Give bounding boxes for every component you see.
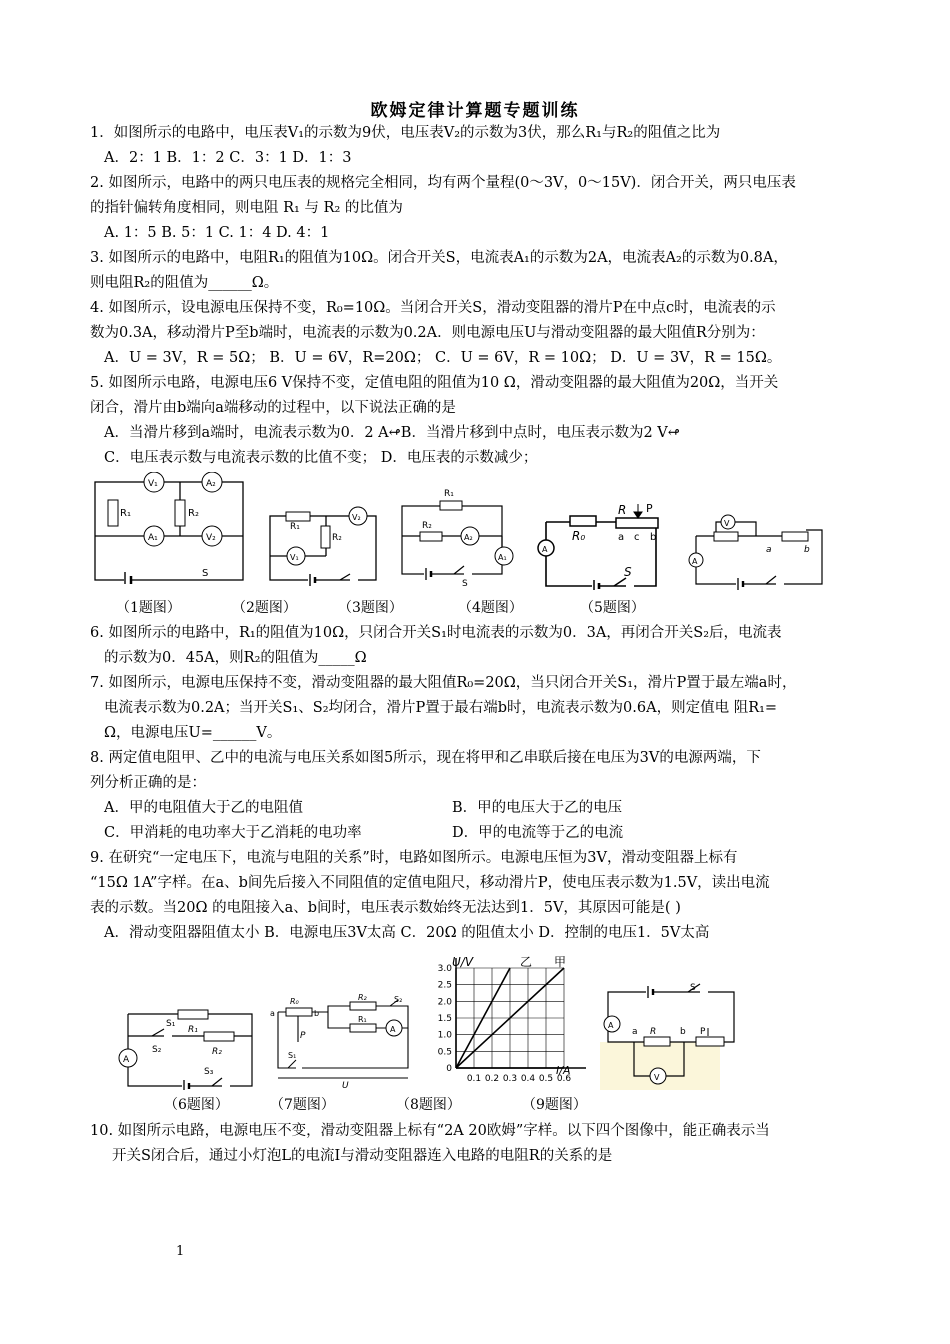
fig7-r1-label: R₁ [358, 1015, 367, 1024]
fig4-s-label: S [624, 565, 632, 579]
chart8-x-tick-label: 0.4 [520, 1074, 536, 1084]
fig3-r2-label: R₂ [422, 521, 432, 531]
question-10-text-cont: 开关S闭合后，通过小灯泡L的电流I与滑动变阻器连入电路的电阻R的关系的是 [112, 1148, 613, 1164]
caption-figure-6: （6题图） [164, 1097, 229, 1113]
chart8-x-tick-label: 0.5 [538, 1074, 554, 1084]
fig4-b-end: b [650, 532, 657, 543]
question-6-text-cont: 的示数为0．45A，则R₂的阻值为_____Ω [104, 650, 367, 666]
question-1-text: 1．如图所示的电路中，电压表V₁的示数为9伏，电压表V₂的示数为3伏，那么R₁与R₂的阻值之比为 [90, 125, 721, 141]
fig6-s1-label: S₁ [166, 1019, 176, 1029]
fig4-a-label: A [542, 545, 548, 554]
question-4-text: 4. 如图所示，设电源电压保持不变，R₀=10Ω。当闭合开关S，滑动变阻器的滑片P在中点c时，电流表的示 [90, 300, 776, 316]
fig4-c-mid: c [634, 532, 640, 543]
fig9-s-label: S [690, 983, 696, 993]
question-8-text-cont: 列分析正确的是： [90, 775, 206, 791]
caption-figure-3: （3题图） [338, 600, 403, 616]
fig9-b-end: b [680, 1027, 686, 1037]
chart8-series-jia-label: 甲 [554, 955, 567, 969]
question-8-option-d: D．甲的电流等于乙的电流 [452, 825, 624, 841]
question-5-text-cont: 闭合，滑片由b端向a端移动的过程中，以下说法正确的是 [90, 400, 456, 416]
fig1-a1-label: A₁ [148, 533, 158, 543]
caption-figure-8: （8题图） [396, 1097, 461, 1113]
chart8-x-tick-label: 0.3 [502, 1074, 518, 1084]
fig5-b-end: b [804, 545, 810, 555]
question-9-text-cont: “15Ω 1A”字样。在a、b间先后接入不同阻值的定值电阻尺，移动滑片P，使电压表示数为1.5V，读出电流 [90, 875, 770, 891]
chart8-y-tick-label: 0.5 [437, 1047, 452, 1058]
fig9-a-label: A [608, 1021, 614, 1030]
question-1-options: A．2：1 B．1：2 C．3：1 D．1：3 [104, 150, 352, 166]
figure-1-circuit [92, 472, 248, 584]
chart8-x-tick-label: 0.6 [556, 1074, 572, 1084]
figure-7-circuit [268, 992, 414, 1090]
question-4-options: A．U = 3V，R = 5Ω； B．U = 6V，R=20Ω； C．U = 6V，R = 10Ω； D．U = 3V，R = 15Ω。 [104, 350, 782, 366]
question-5-options-cd: C．电压表示数与电流表示数的比值不变； D．电压表的示数减少； [104, 450, 538, 466]
question-6-text: 6. 如图所示的电路中，R₁的阻值为10Ω，只闭合开关S₁时电流表的示数为0．3A，再闭合开关S₂后，电流表 [90, 625, 782, 641]
fig6-r2-label: R₂ [212, 1047, 222, 1057]
fig7-s2-label: S₂ [394, 995, 403, 1004]
page-number: 1 [176, 1244, 185, 1259]
question-3-text: 3. 如图所示的电路中，电阻R₁的阻值为10Ω。闭合开关S，电流表A₁的示数为2A，电流表A₂的示数为0.8A， [90, 250, 788, 266]
chart8-series-yi-label: 乙 [520, 955, 533, 969]
fig1-r2-label: R₂ [188, 508, 199, 519]
question-9-text: 9. 在研究“一定电压下，电流与电阻的关系”时，电路如图所示。电源电压恒为3V，滑动变阻器上标有 [90, 850, 738, 866]
fig1-r1-label: R₁ [120, 508, 131, 519]
question-7-text-end: Ω，电源电压U=______V。 [104, 725, 282, 741]
chart8-y-tick-label: 3.0 [437, 964, 452, 974]
figure-8-chart [420, 952, 596, 1096]
question-5-options-ab: A．当滑片移到a端时，电流表示数为0．2 A↫B．当滑片移到中点时，电压表示数为2 V↫ [104, 425, 680, 441]
fig9-a-end: a [632, 1027, 638, 1037]
question-2-text-cont: 的指针偏转角度相同，则电阻 R₁ 与 R₂ 的比值为 [90, 200, 403, 216]
caption-figure-4: （4题图） [458, 600, 523, 616]
fig7-a-end: a [270, 1009, 275, 1018]
fig6-s3-label: S₃ [204, 1067, 214, 1077]
fig1-s-label: S [202, 568, 209, 579]
chart8-xlabel: I/A [556, 1064, 571, 1077]
fig7-r0-label: R₀ [290, 997, 299, 1006]
chart8-y-tick-label: 1.5 [437, 1014, 452, 1024]
fig1-v2-label: V₂ [206, 533, 216, 543]
page-title: 欧姆定律计算题专题训练 [370, 101, 580, 121]
caption-figure-9: （9题图） [522, 1097, 587, 1113]
chart8-x-tick-label: 0.1 [466, 1074, 482, 1084]
figure-5-circuit [686, 508, 826, 590]
fig7-a-label: A [390, 1025, 396, 1034]
fig9-p-label: P [700, 1027, 706, 1037]
chart8-y-tick-label: 1.0 [437, 1030, 452, 1041]
figure-4-circuit [536, 498, 670, 590]
fig5-a-label: A [692, 557, 698, 566]
fig5-a-end: a [766, 545, 772, 555]
fig7-r2-label: R₂ [358, 993, 367, 1002]
question-2-options: A. 1：5 B. 5：1 C. 1：4 D. 4：1 [104, 225, 330, 241]
figure-6-circuit [112, 1002, 258, 1090]
fig2-v2-label: V₂ [352, 513, 361, 522]
fig6-a-label: A [123, 1055, 130, 1065]
fig7-s1-label: S₁ [288, 1051, 297, 1060]
fig5-v-label: V [724, 519, 730, 528]
question-7-text: 7. 如图所示，电源电压保持不变，滑动变阻器的最大阻值R₀=20Ω，当只闭合开关S₁，滑片P置于最左端a时， [90, 675, 797, 691]
question-2-text: 2. 如图所示，电路中的两只电压表的规格完全相同，均有两个量程(0～3V，0～15V)．闭合开关，两只电压表 [90, 175, 796, 191]
fig4-r-label: R [618, 503, 627, 517]
caption-figure-2: （2题图） [232, 600, 297, 616]
question-10-text: 10. 如图所示电路，电源电压不变，滑动变阻器上标有“2A 20欧姆”字样。以下四个图像中，能正确表示当 [90, 1123, 770, 1139]
fig6-s2-label: S₂ [152, 1045, 162, 1055]
fig3-r1-label: R₁ [444, 489, 454, 499]
caption-figure-5: （5题图） [580, 600, 645, 616]
question-9-options: A．滑动变阻器阻值太小 B．电源电压3V太高 C．20Ω 的阻值太小 D．控制的电压1．5V太高 [104, 925, 710, 941]
fig9-v-label: V [654, 1073, 660, 1082]
question-8-text: 8. 两定值电阻甲、乙中的电流与电压关系如图5所示，现在将甲和乙串联后接在电压为3V的电源两端，下 [90, 750, 761, 766]
question-5-text: 5. 如图所示电路，电源电压6 V保持不变，定值电阻的阻值为10 Ω，滑动变阻器的最大阻值为20Ω，当开关 [90, 375, 779, 391]
question-8-option-a: A．甲的电阻值大于乙的电阻值 [104, 800, 303, 816]
figure-3-circuit [398, 484, 522, 588]
fig3-s-label: S [462, 579, 468, 588]
fig9-r-label: R [650, 1027, 657, 1037]
chart8-x-tick-label: 0.2 [484, 1074, 500, 1084]
fig2-v1-label: V₁ [290, 553, 299, 562]
chart8-ylabel: U/V [452, 955, 474, 969]
fig1-a2-label: A₂ [206, 479, 216, 489]
fig4-p-label: P [646, 502, 653, 515]
fig4-r0-label: R₀ [572, 529, 586, 543]
chart8-y-tick-label: 0 [446, 1064, 452, 1074]
fig1-v1-label: V₁ [148, 479, 158, 489]
fig4-a-end: a [618, 532, 625, 543]
figure-2-circuit [266, 498, 382, 588]
question-8-option-b: B．甲的电压大于乙的电压 [452, 800, 623, 816]
question-8-option-c: C．甲消耗的电功率大于乙消耗的电功率 [104, 825, 362, 841]
figure-9-circuit [598, 980, 748, 1092]
fig7-u-label: U [342, 1081, 349, 1090]
fig3-a1-label: A₁ [498, 553, 507, 562]
question-4-text-cont: 数为0.3A，移动滑片P至b端时，电流表的示数为0.2A．则电源电压U与滑动变阻器的最大阻值R分别为： [90, 325, 765, 341]
question-9-text-end: 表的示数。当20Ω 的电阻接入a、b间时，电压表示数始终无法达到1．5V，其原因可能是( ) [90, 900, 681, 916]
fig2-r2-label: R₂ [332, 533, 342, 543]
caption-figure-7: （7题图） [270, 1097, 335, 1113]
question-7-text-cont: 电流表示数为0.2A；当开关S₁、S₂均闭合，滑片P置于最右端b时，电流表示数为0.6A，则定值电 阻R₁= [104, 700, 778, 716]
caption-figure-1: （1题图） [116, 600, 181, 616]
chart8-y-tick-label: 2.5 [437, 980, 452, 991]
fig2-r1-label: R₁ [290, 522, 300, 532]
fig6-r1-label: R₁ [188, 1025, 198, 1035]
fig7-p-label: P [300, 1031, 306, 1041]
fig7-b-end: b [314, 1009, 320, 1018]
question-3-text-cont: 则电阻R₂的阻值为______Ω。 [90, 275, 279, 291]
fig3-a2-label: A₂ [464, 533, 473, 542]
chart8-y-tick-label: 2.0 [437, 997, 452, 1008]
